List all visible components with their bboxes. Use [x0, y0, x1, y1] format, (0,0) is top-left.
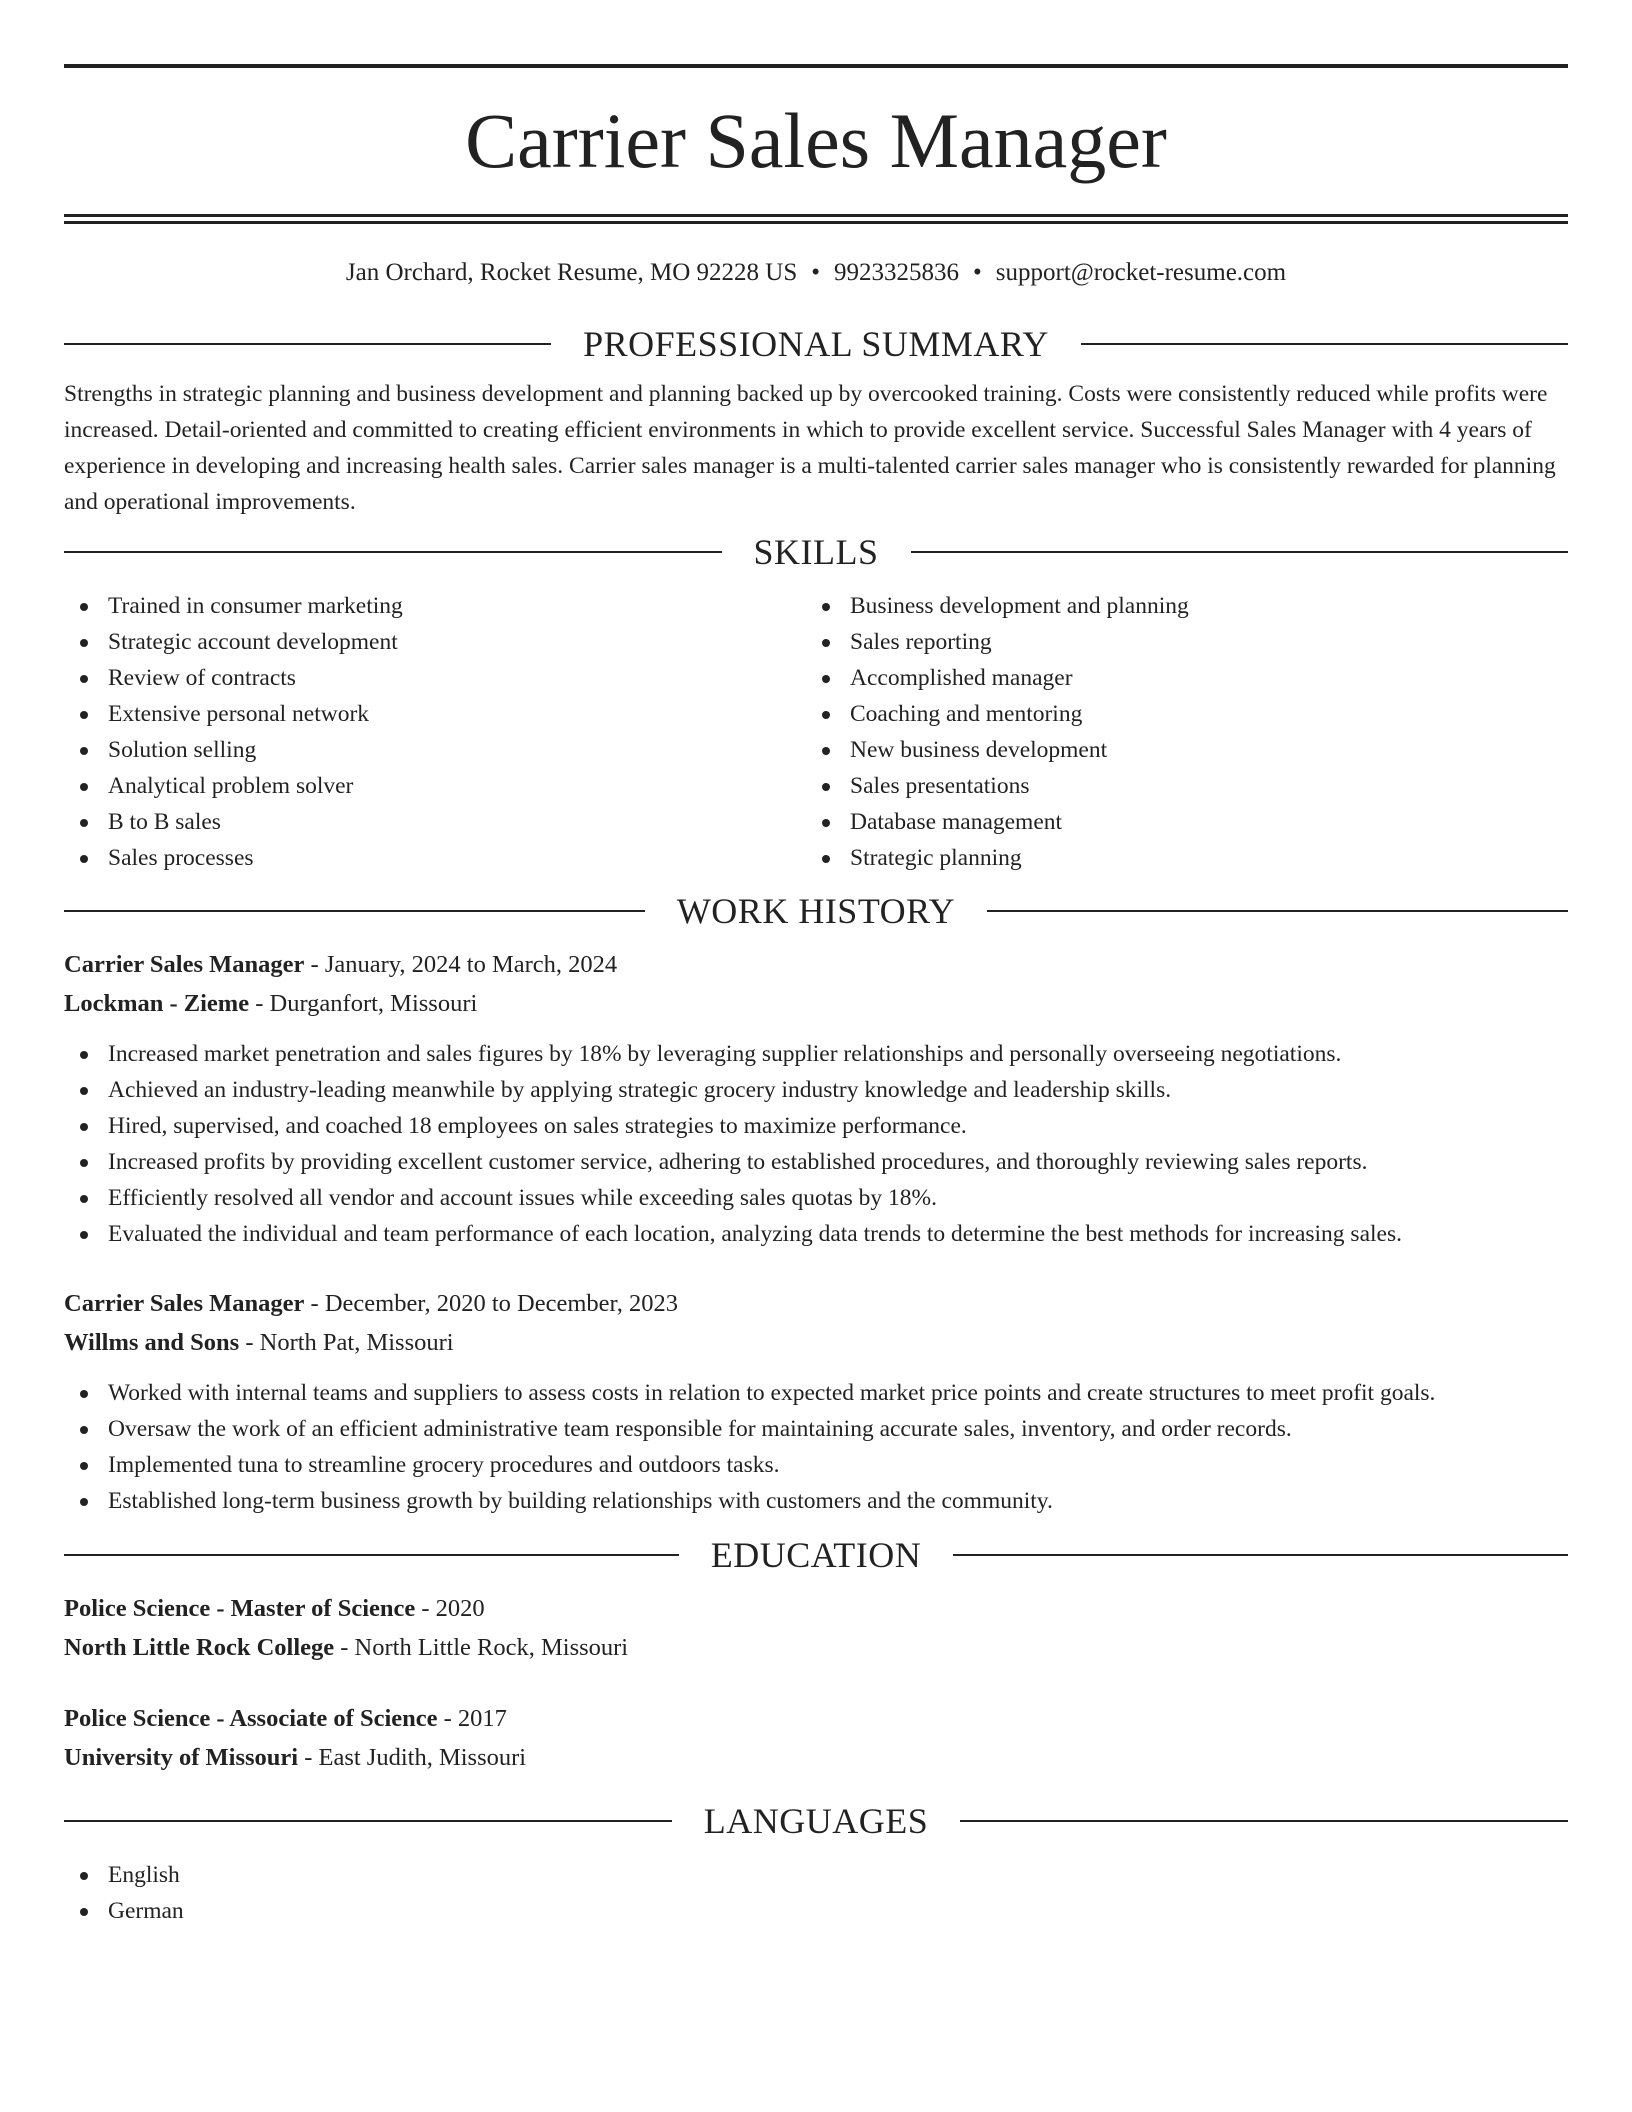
skill-item: Sales reporting [806, 624, 1548, 660]
heading-rule [64, 551, 722, 553]
school-line [64, 1738, 1568, 1777]
skills-column-left [64, 588, 806, 876]
skill-item: Sales processes [64, 840, 806, 876]
job-bullet: Increased market penetration and sales figures by 18% by leveraging supplier relationships and personally overseeing negotiations. [64, 1036, 1568, 1072]
language-item: German [64, 1893, 1568, 1929]
skills-list [64, 588, 1568, 876]
job-bullet: Evaluated the individual and team performance of each location, analyzing data trends to determine the best methods for increasing sales. [64, 1216, 1568, 1252]
skills-heading [64, 530, 1568, 574]
contact-phone: 9923325836 [834, 259, 960, 286]
education-entry [64, 1589, 1568, 1667]
contact-line [64, 258, 1568, 288]
degree-line [64, 1589, 1568, 1628]
language-item: English [64, 1857, 1568, 1893]
job-title-line [64, 945, 1568, 984]
section-title: LANGUAGES [703, 1801, 929, 1841]
school: University of Missouri [64, 1744, 299, 1771]
job-title-line [64, 1284, 1568, 1323]
resume-page [64, 64, 1568, 1929]
job-bullet: Worked with internal teams and suppliers to assess costs in relation to expected market price points and create structures to meet profit goals. [64, 1375, 1568, 1411]
skill-item: Analytical problem solver [64, 768, 806, 804]
job-bullet: Implemented tuna to streamline grocery procedures and outdoors tasks. [64, 1447, 1568, 1483]
job-location: - Durganfort, Missouri [249, 990, 478, 1017]
job-company: Lockman - Zieme [64, 990, 250, 1017]
job-bullet: Achieved an industry-leading meanwhile by applying strategic grocery industry knowledge and leadership skills. [64, 1072, 1568, 1108]
skill-item: Strategic account development [64, 624, 806, 660]
degree: Police Science - Master of Science [64, 1595, 416, 1622]
section-title: PROFESSIONAL SUMMARY [583, 324, 1049, 364]
job-bullet: Established long-term business growth by building relationships with customers and the community. [64, 1483, 1568, 1519]
languages-list [64, 1857, 1568, 1929]
summary-heading [64, 322, 1568, 366]
job-responsibilities [64, 1036, 1568, 1252]
skill-item: Strategic planning [806, 840, 1548, 876]
contact-separator: • [811, 259, 821, 286]
summary-text: Strengths in strategic planning and business development and planning backed up by overcooked training. Costs were consistently reduced while profits were increased. Detail-oriented and committed to creating efficient environments in which to provide excellent service. Successful Sales Manager with 4 years of experience in developing and increasing health sales. Carrier sales manager is a multi-talented carrier sales manager who is consistently rewarded for planning and operational improvements. [64, 381, 1556, 515]
heading-rule [64, 1554, 679, 1556]
skill-item: Accomplished manager [806, 660, 1548, 696]
school-line [64, 1628, 1568, 1667]
degree-line [64, 1699, 1568, 1738]
section-title: EDUCATION [710, 1535, 922, 1575]
job-bullet: Oversaw the work of an efficient administrative team responsible for maintaining accurate sales, inventory, and order records. [64, 1411, 1568, 1447]
skill-item: Solution selling [64, 732, 806, 768]
job-dates: - December, 2020 to December, 2023 [304, 1290, 678, 1317]
languages-heading [64, 1799, 1568, 1843]
job-title: Carrier Sales Manager [64, 1290, 305, 1317]
job-bullet: Efficiently resolved all vendor and account issues while exceeding sales quotas by 18%. [64, 1180, 1568, 1216]
heading-rule [911, 551, 1569, 553]
job-company-line [64, 984, 1568, 1023]
heading-rule [953, 1554, 1568, 1556]
contact-email: support@rocket-resume.com [995, 259, 1287, 286]
skills-column-right [806, 588, 1548, 876]
skill-item: Review of contracts [64, 660, 806, 696]
degree: Police Science - Associate of Science [64, 1705, 438, 1732]
job-company-line [64, 1323, 1568, 1362]
school-location: - East Judith, Missouri [298, 1744, 527, 1771]
heading-rule [1081, 343, 1568, 345]
job-dates: - January, 2024 to March, 2024 [304, 951, 618, 978]
section-title: WORK HISTORY [676, 891, 956, 931]
skill-item: Database management [806, 804, 1548, 840]
job-title: Carrier Sales Manager [64, 951, 305, 978]
job-location: - North Pat, Missouri [239, 1329, 454, 1356]
job-bullet: Hired, supervised, and coached 18 employees on sales strategies to maximize performance. [64, 1108, 1568, 1144]
skill-item: Extensive personal network [64, 696, 806, 732]
education-entry [64, 1699, 1568, 1777]
skill-item: Sales presentations [806, 768, 1548, 804]
job-responsibilities [64, 1375, 1568, 1519]
job-company: Willms and Sons [64, 1329, 240, 1356]
degree-year: - 2020 [415, 1595, 485, 1622]
page-title: Carrier Sales Manager [465, 97, 1167, 184]
heading-rule [64, 343, 551, 345]
heading-rule [987, 910, 1568, 912]
section-title: SKILLS [753, 532, 879, 572]
skill-item: Trained in consumer marketing [64, 588, 806, 624]
job-entry [64, 1284, 1568, 1519]
job-entry [64, 945, 1568, 1252]
contact-address: Jan Orchard, Rocket Resume, MO 92228 US [345, 259, 798, 286]
heading-rule [960, 1820, 1568, 1822]
contact-separator: • [973, 259, 982, 286]
school-location: - North Little Rock, Missouri [334, 1634, 629, 1661]
job-bullet: Increased profits by providing excellent customer service, adhering to established procedures, and thoroughly reviewing sales reports. [64, 1144, 1568, 1180]
title-double-rule [64, 214, 1568, 224]
heading-rule [64, 910, 645, 912]
work-history-heading [64, 889, 1568, 933]
school: North Little Rock College [64, 1634, 335, 1661]
skill-item: Business development and planning [806, 588, 1548, 624]
degree-year: - 2017 [437, 1705, 507, 1732]
heading-rule [64, 1820, 672, 1822]
skill-item: B to B sales [64, 804, 806, 840]
skill-item: Coaching and mentoring [806, 696, 1548, 732]
education-heading [64, 1533, 1568, 1577]
skill-item: New business development [806, 732, 1548, 768]
